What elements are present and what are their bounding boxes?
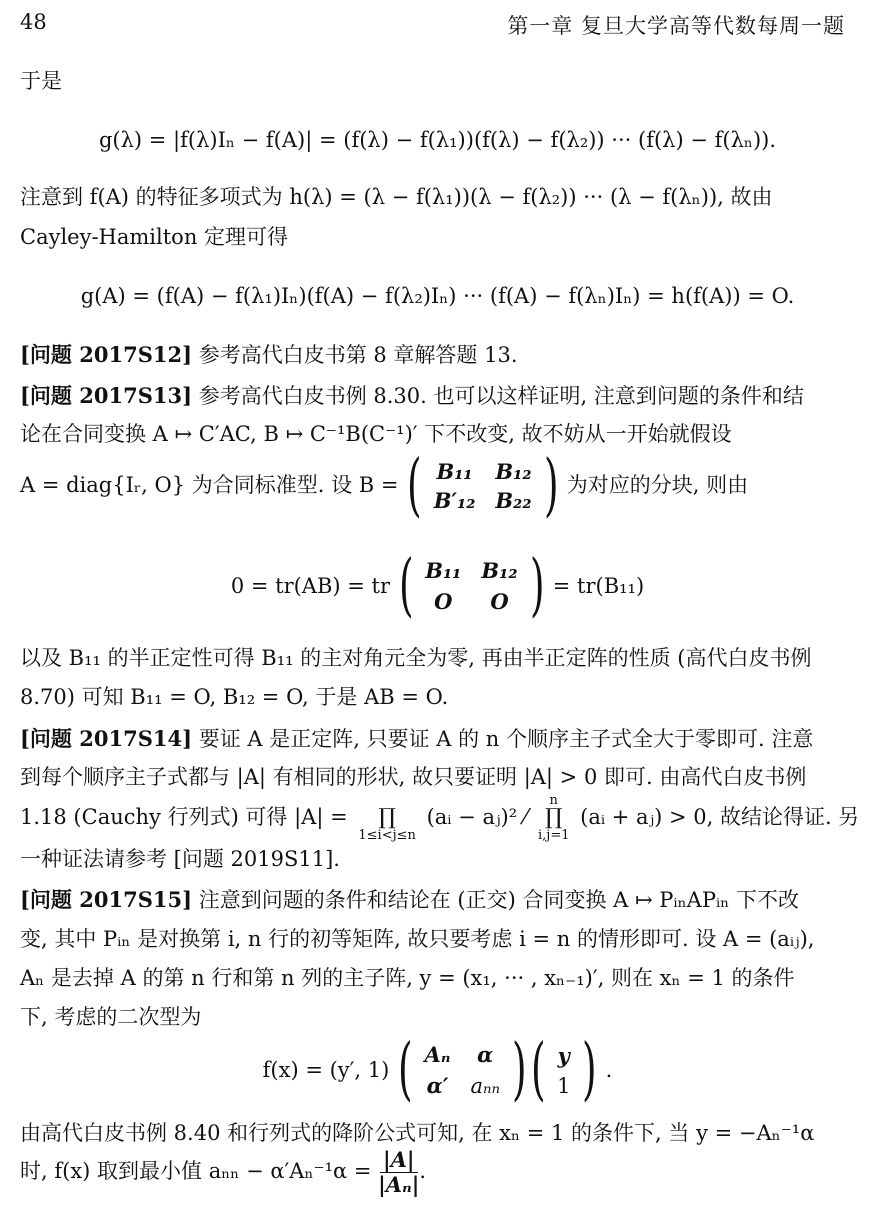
block-matrix-A: ( Aₙ α α′ aₙₙ ): [397, 1030, 527, 1109]
problem-2017S13: [20, 384, 845, 408]
fraction: [378, 1148, 419, 1195]
problem-label: [问题 2017S12]: [20, 342, 193, 367]
problem-2017S15: [20, 888, 845, 912]
matrix-cell: B₁₁: [436, 458, 473, 484]
matrix-cell: B₁₂: [495, 458, 532, 484]
equation-g-A: g(A) = (f(A) − f(λ₁)Iₙ)(f(A) − f(λ₂)Iₙ) ··· (f(A) − f(λₙ)Iₙ) = h(f(A)) = O.: [80, 284, 795, 308]
block-matrix-product: ( B₁₁ B₁₂ O O ): [398, 546, 545, 625]
text-line-cauchy: [20, 792, 860, 844]
product-operator: ∏ 1≤i<j≤n: [358, 805, 416, 843]
product-subscript: i,j=1: [538, 828, 570, 843]
problem-label: [问题 2017S13]: [20, 383, 193, 408]
matrix-cell: O: [434, 589, 453, 614]
matrix-cell: O: [490, 589, 509, 614]
text-segment: A = diag{Iᵣ, O} 为合同标准型. 设 B =: [20, 473, 406, 498]
product-superscript: n: [549, 793, 558, 808]
matrix-cell: B′₁₂: [433, 488, 476, 513]
text-line: 到每个顺序主子式都与 |A| 有相同的形状, 故只要证明 |A| > 0 即可. 由高代白皮书例: [20, 765, 807, 789]
text-line: 下, 考虑的二次型为: [20, 1005, 202, 1029]
equation-segment: .: [598, 1058, 613, 1082]
text-line: 以及 B₁₁ 的半正定性可得 B₁₁ 的主对角元全为零, 再由半正定阵的性质 (高代白皮书例: [20, 646, 812, 670]
text-line-minimum: [20, 1146, 845, 1198]
text-line: 变, 其中 Pᵢₙ 是对换第 i, n 行的初等矩阵, 故只要考虑 i = n 的情形即可. 设 A = (aᵢⱼ),: [20, 927, 815, 951]
matrix-cell: α: [477, 1042, 494, 1067]
running-header-title: 第一章 复旦大学高等代数每周一题: [507, 14, 845, 38]
text-line: 8.70) 可知 B₁₁ = O, B₁₂ = O, 于是 AB = O.: [20, 685, 449, 709]
text-line: Aₙ 是去掉 A 的第 n 行和第 n 列的主子阵, y = (x₁, ··· , xₙ₋₁)′, 则在 xₙ = 1 的条件: [20, 966, 795, 990]
equation-trace: [0, 545, 875, 627]
text-line-with-matrix: [20, 445, 845, 527]
equation-quadratic-form: [0, 1030, 875, 1110]
matrix-cell: B₁₁: [425, 558, 462, 583]
column-vector: ( y 1 ): [530, 1030, 598, 1109]
page-number: 48: [20, 10, 47, 34]
text-segment: (aᵢ + aⱼ) > 0, 故结论得证. 另: [573, 805, 860, 830]
problem-text: 参考高代白皮书第 8 章解答题 13.: [192, 343, 518, 367]
text-line: Cayley-Hamilton 定理可得: [20, 225, 289, 249]
text-segment: 时, f(x) 取到最小值 aₙₙ − α′Aₙ⁻¹α =: [20, 1159, 379, 1184]
text-line: 由高代白皮书例 8.40 和行列式的降阶公式可知, 在 xₙ = 1 的条件下, 当 y = −Aₙ⁻¹α: [20, 1121, 815, 1145]
matrix-cell: B₂₂: [495, 488, 532, 513]
text-segment: 为对应的分块, 则由: [560, 473, 749, 498]
matrix-cell: Aₙ: [424, 1042, 451, 1067]
product-operator: n ∏ i,j=1: [538, 793, 570, 843]
text-line: 一种证法请参考 [问题 2019S11].: [20, 847, 340, 871]
problem-label: [问题 2017S15]: [20, 887, 193, 912]
text-line: 论在合同变换 A ↦ C′AC, B ↦ C⁻¹B(C⁻¹)′ 下不改变, 故不妨从一开始就假设: [20, 422, 732, 446]
fraction-numerator: |A|: [380, 1148, 418, 1172]
product-subscript: 1≤i<j≤n: [358, 828, 416, 843]
text-segment: 1.18 (Cauchy 行列式) 可得 |A| =: [20, 805, 355, 830]
matrix-cell: 1: [557, 1073, 571, 1098]
text-line: 注意到 f(A) 的特征多项式为 h(λ) = (λ − f(λ₁))(λ − f(λ₂)) ··· (λ − f(λₙ)), 故由: [20, 185, 773, 209]
problem-2017S14: [20, 727, 845, 751]
problem-2017S12: [20, 343, 845, 367]
problem-text: 要证 A 是正定阵, 只要证 A 的 n 个顺序主子式全大于零即可. 注意: [192, 727, 814, 751]
text-segment: .: [419, 1159, 427, 1184]
problem-label: [问题 2017S14]: [20, 726, 193, 751]
equation-segment: = tr(B₁₁): [546, 574, 645, 598]
problem-text: 参考高代白皮书例 8.30. 也可以这样证明, 注意到问题的条件和结: [192, 384, 804, 408]
block-matrix-B: ( B₁₁ B₁₂ B′₁₂ B₂₂ ): [407, 446, 559, 525]
matrix-cell: α′: [426, 1073, 449, 1098]
equation-g-lambda: g(λ) = |f(λ)Iₙ − f(A)| = (f(λ) − f(λ₁))(f(λ) − f(λ₂)) ··· (f(λ) − f(λₙ)).: [98, 128, 777, 152]
matrix-cell: aₙₙ: [470, 1073, 501, 1098]
text-segment: (aᵢ − aⱼ)² ⁄: [419, 805, 534, 830]
equation-segment: f(x) = (y′, 1): [262, 1058, 397, 1082]
matrix-cell: y: [557, 1042, 570, 1068]
problem-text: 注意到问题的条件和结论在 (正交) 合同变换 A ↦ PᵢₙAPᵢₙ 下不改: [192, 888, 799, 912]
text-line: 于是: [20, 69, 62, 93]
equation-segment: 0 = tr(AB) = tr: [230, 574, 397, 598]
fraction-denominator: |Aₙ|: [378, 1171, 420, 1197]
matrix-cell: B₁₂: [481, 558, 518, 583]
